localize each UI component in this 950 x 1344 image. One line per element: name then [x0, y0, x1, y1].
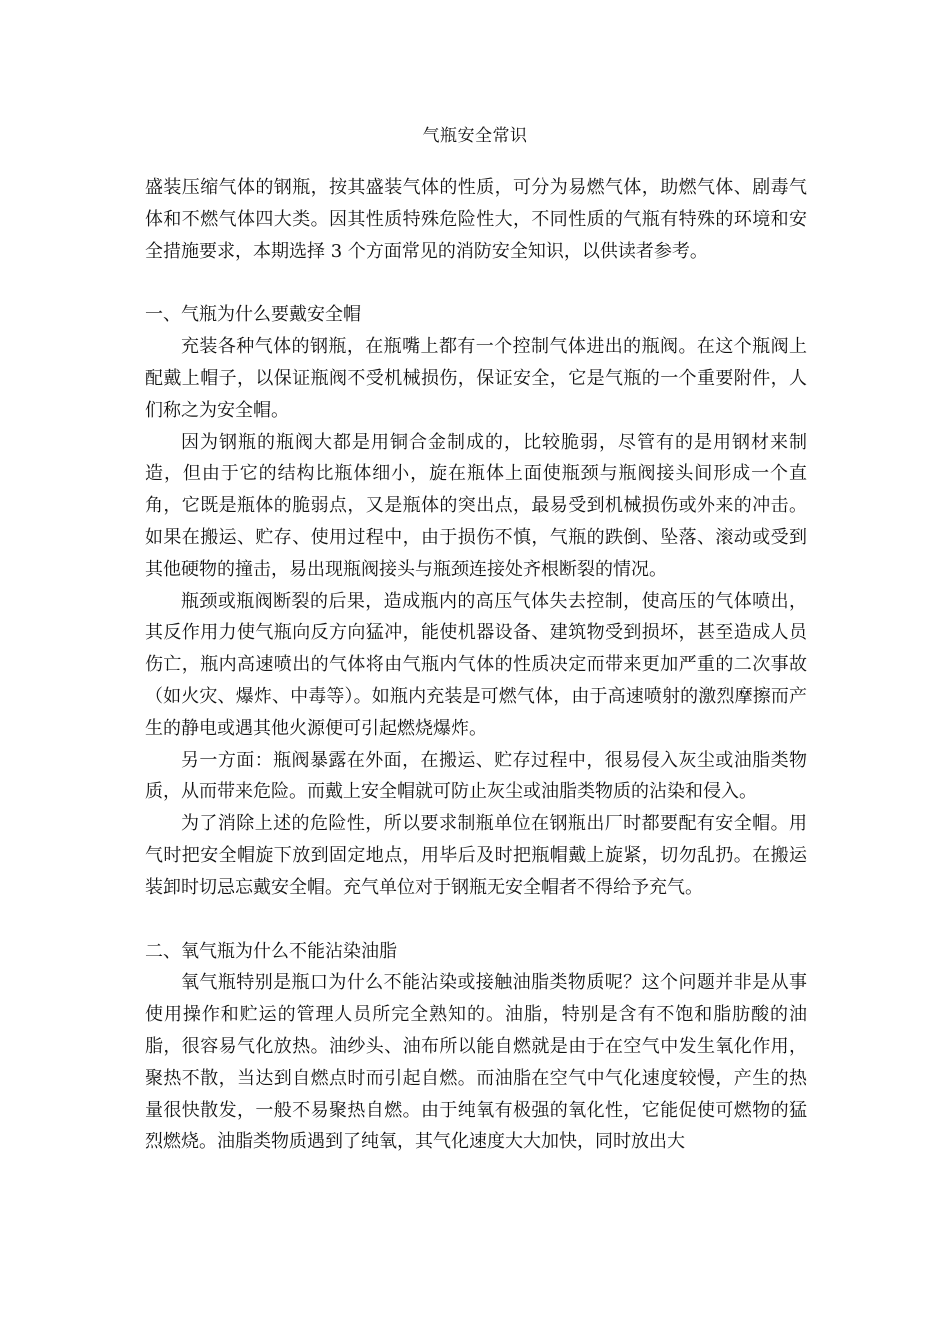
section-2-paragraph: 氧气瓶特别是瓶口为什么不能沾染或接触油脂类物质呢？这个问题并非是从事使用操作和贮运的管理人员所完全熟知的。油脂，特别是含有不饱和脂肪酸的油脂，很容易气化放热。油纱头、油布所以能自燃就是由于在空气中发生氧化作用，聚热不散，当达到自燃点时而引起自燃。而油脂在空气中气化速度较慢，产生的热量很快散发，一般不易聚热自燃。由于纯氧有极强的氧化性，它能促使可燃物的猛烈燃烧。油脂类物质遇到了纯氧，其气化速度大大加快，同时放出大 — [145, 972, 807, 1153]
section-1-paragraph: 另一方面：瓶阀暴露在外面，在搬运、贮存过程中，很易侵入灰尘或油脂类物质，从而带来危险。而戴上安全帽就可防止灰尘或油脂类物质的沾染和侵入。 — [145, 749, 807, 803]
section-1-paragraph: 为了消除上述的危险性，所以要求制瓶单位在钢瓶出厂时都要配有安全帽。用气时把安全帽旋下放到固定地点，用毕后及时把瓶帽戴上旋紧，切勿乱扔。在搬运装卸时切忌忘戴安全帽。充气单位对于钢瓶无安全帽者不得给予充气。 — [145, 813, 807, 898]
section-1-paragraph: 充装各种气体的钢瓶，在瓶嘴上都有一个控制气体进出的瓶阀。在这个瓶阀上配戴上帽子，以保证瓶阀不受机械损伤，保证安全，它是气瓶的一个重要附件，人们称之为安全帽。 — [145, 336, 807, 421]
section-1-heading: 一、气瓶为什么要戴安全帽 — [145, 304, 361, 326]
document-body — [145, 172, 807, 1158]
section-1-paragraph: 因为钢瓶的瓶阀大都是用铜合金制成的，比较脆弱，尽管有的是用钢材来制造，但由于它的结构比瓶体细小，旋在瓶体上面使瓶颈与瓶阀接头间形成一个直角，它既是瓶体的脆弱点，又是瓶体的突出点，最易受到机械损伤或外来的冲击。如果在搬运、贮存、使用过程中，由于损伤不慎，气瓶的跌倒、坠落、滚动或受到其他硬物的撞击，易出现瓶阀接头与瓶颈连接处齐根断裂的情况。 — [145, 431, 807, 580]
section-2-heading: 二、氧气瓶为什么不能沾染油脂 — [145, 940, 397, 962]
intro-paragraph: 盛装压缩气体的钢瓶，按其盛装气体的性质，可分为易燃气体，助燃气体、剧毒气体和不燃气体四大类。因其性质特殊危险性大，不同性质的气瓶有特殊的环境和安全措施要求，本期选择 3 个方面常见的消防安全知识，以供读者参考。 — [145, 177, 807, 262]
section-1-paragraph: 瓶颈或瓶阀断裂的后果，造成瓶内的高压气体失去控制，使高压的气体喷出，其反作用力使气瓶向反方向猛冲，能使机器设备、建筑物受到损坏，甚至造成人员伤亡，瓶内高速喷出的气体将由气瓶内气体的性质决定而带来更加严重的二次事故（如火灾、爆炸、中毒等）。如瓶内充装是可燃气体，由于高速喷射的激烈摩擦而产生的静电或遇其他火源便可引起燃烧爆炸。 — [145, 590, 807, 739]
document-title: 气瓶安全常识 — [422, 126, 528, 146]
